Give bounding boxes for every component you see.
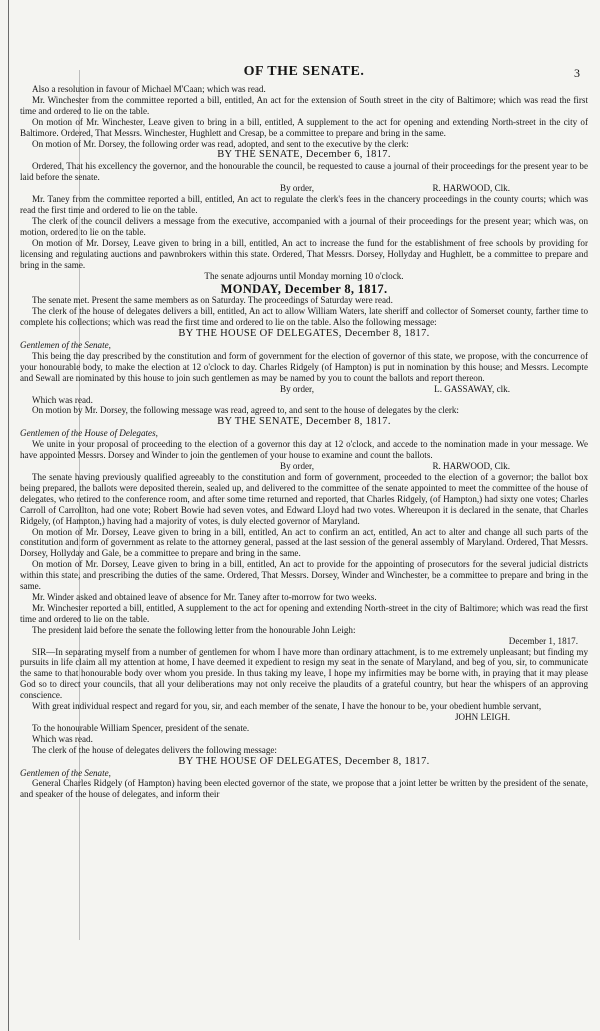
paragraph: On motion of Mr. Dorsey, Leave given to bring in a bill, entitled, An act to confirm an act, entitled, An act to alter and change all such parts of the constitution and form of government as relate to the attorney general, passed at the last session of the general assembly of Maryland. Ordered, That Messrs. Dorsey, Hollyday and Gale, be a committee to prepare and bring in the same. bbox=[20, 526, 588, 559]
signature-name: R. HARWOOD, Clk. bbox=[432, 183, 510, 194]
letter-date: December 1, 1817. bbox=[508, 635, 578, 646]
paragraph: Which was read. bbox=[32, 733, 93, 744]
paragraph: On motion of Mr. Winchester, Leave given to bring in a bill, entitled, A supplement to the act for opening and extending North-street in the city of Baltimore. Ordered, That Messrs. Winchester, Hughlett and Cresap, be a committee to prepare and bring in the same. bbox=[20, 116, 588, 138]
signature-name: R. HARWOOD, Clk. bbox=[432, 461, 510, 471]
salutation: Gentlemen of the House of Delegates, bbox=[20, 428, 158, 439]
journal-body bbox=[20, 84, 588, 1019]
paragraph: Mr. Winchester from the committee reported a bill, entitled, An act for the extension of South street in the city of Baltimore; which was read the first time and ordered to lie on the table. bbox=[20, 94, 588, 116]
paragraph: This being the day prescribed by the constitution and form of government for the election of governor of this state, we propose, with the concurrence of your honourable body, to make the election at 12 o'clock to day. Charles Ridgely (of Hampton) is put in nomination by this house; and Messrs. Lecompte and Sewall are nominated by this house to join such gentlemen as may be named by you to count the ballots and report thereon. bbox=[20, 350, 588, 383]
signature-by-order: By order, bbox=[280, 183, 314, 194]
section-heading: BY THE HOUSE OF DELEGATES, December 8, 1817. bbox=[178, 328, 430, 340]
page-header bbox=[20, 64, 588, 84]
paragraph: Mr. Taney from the committee reported a bill, entitled, An act to regulate the clerk's fees in the chancery proceedings in the county courts; which was read the first time and ordered to lie on the table. bbox=[20, 194, 588, 216]
section-heading: BY THE HOUSE OF DELEGATES, December 8, 1817. bbox=[178, 755, 430, 767]
paragraph: The senate met. Present the same members as on Saturday. The proceedings of Saturday were read. bbox=[32, 295, 393, 306]
page-content bbox=[20, 64, 588, 1024]
paragraph: On motion of Mr. Dorsey, Leave given to bring in a bill, entitled, An act to increase the fund for the establishment of free schools by providing for licensing and regulating auctions and pawnbrokers within this state. Ordered, That Messrs. Dorsey, Hollyday and Hughlett, be a committee to prepare and bring in the same. bbox=[20, 237, 588, 270]
salutation: Gentlemen of the Senate, bbox=[20, 339, 111, 350]
paragraph: The senate having previously qualified agreeably to the constitution and form of government, proceeded to the election of a governor; the ballot box being prepared, the ballots were deposited therein, sealed up, and delivered to the committee of the senate appointed to meet the committee of the house of delegates, who retired to the conference room, and after some time returned and reported, that Charles Ridgely, (of Hampton,) had sixty one votes; Charles Carroll of Carrollton, had one vote; Robert Bowie had seven votes, and Edward Lloyd had two votes. Whereupon it is declared in the senate, that Charles Ridgely, (of Hampton,) having had a majority of votes, is duly elected governor of Maryland. bbox=[20, 472, 588, 526]
day-heading: MONDAY, December 8, 1817. bbox=[220, 282, 388, 297]
section-heading: BY THE SENATE, December 8, 1817. bbox=[217, 416, 391, 428]
signature-by-order: By order, bbox=[280, 383, 314, 394]
paragraph: The clerk of the council delivers a message from the executive, accompanied with a journal of their proceedings for the present year; which was, on motion, ordered to lie on the table. bbox=[20, 215, 588, 237]
adjournment-line: The senate adjourns until Monday morning 10 o'clock. bbox=[204, 270, 404, 281]
paragraph: Ordered, That his excellency the governor, and the honourable the council, be requested to cause a journal of their proceedings for the present year to be laid before the senate. bbox=[20, 161, 588, 183]
paragraph: On motion by Mr. Dorsey, the following message was read, agreed to, and sent to the house of delegates by the clerk: bbox=[32, 405, 459, 416]
signature-line bbox=[20, 461, 588, 472]
paragraph: We unite in your proposal of proceeding to the election of a governor this day at 12 o'clock, and accede to the nomination made in your message. We have appointed Messrs. Dorsey and Winder to join the gentlemen of your house to examine and count the ballots. bbox=[20, 439, 588, 461]
paragraph: The clerk of the house of delegates delivers a bill, entitled, An act to allow William Waters, late sheriff and collector of Somerset county, farther time to complete his collections; which was read the first time and ordered to lie on the table. Also the following message: bbox=[20, 306, 588, 328]
signature-name: L. GASSAWAY, clk. bbox=[434, 383, 510, 394]
paragraph: To the honourable William Spencer, president of the senate. bbox=[32, 722, 250, 733]
running-head: OF THE SENATE. bbox=[243, 64, 365, 79]
signature-by-order: By order, bbox=[280, 461, 314, 471]
salutation: Gentlemen of the Senate, bbox=[20, 767, 111, 778]
paragraph: Mr. Winchester reported a bill, entitled, A supplement to the act for opening and extending North-street in the city of Baltimore; which was read the first time and ordered to lie on the table. bbox=[20, 602, 588, 624]
page-number: 3 bbox=[574, 66, 580, 80]
paragraph: Also a resolution in favour of Michael M'Caan; which was read. bbox=[32, 84, 266, 94]
paragraph: General Charles Ridgely (of Hampton) having been elected governor of the state, we propose that a joint letter be written by the president of the senate, and speaker of the house of delegates, and inform their bbox=[20, 778, 588, 800]
signature-name: JOHN LEIGH. bbox=[454, 711, 510, 722]
paragraph: Mr. Winder asked and obtained leave of absence for Mr. Taney after to-morrow for two weeks. bbox=[32, 591, 377, 602]
signature-line bbox=[20, 384, 588, 395]
paragraph: On motion of Mr. Dorsey, Leave given to bring in a bill, entitled, An act to provide for the appointing of prosecutors for the several judicial districts within this state, and prescribing the duties of the same. Ordered, That Messrs. Dorsey, Winder and Winchester, be a committee to prepare and bring in the same. bbox=[20, 559, 588, 592]
paragraph: On motion of Mr. Dorsey, the following order was read, adopted, and sent to the executive by the clerk: bbox=[32, 138, 409, 149]
signature-line bbox=[20, 712, 588, 723]
paragraph: SIR—In separating myself from a number of gentlemen for whom I have more than ordinary attachment, is to me extremely unpleasant; but finding my pursuits in life claim all my attention at home, I have deemed it expedient to resign my seat in the senate of Maryland, and beg of you, sir, to communicate the same to that honourable body over whom you preside. In thus taking my leave, I hope my infirmities may be borne with, in praying that it may please God so to direct your councils, that all your deliberations may not only receive the plaudits of a grateful country, but hear the whispers of an approving conscience. bbox=[20, 646, 588, 701]
paragraph: The president laid before the senate the following letter from the honourable John Leigh: bbox=[32, 624, 356, 635]
paragraph: The clerk of the house of delegates delivers the following message: bbox=[32, 744, 277, 755]
signature-line bbox=[20, 183, 588, 194]
paragraph: Which was read. bbox=[32, 394, 93, 405]
paragraph: With great individual respect and regard for you, sir, and each member of the senate, I have the honour to be, your obedient humble servant, bbox=[32, 701, 542, 712]
section-heading: BY THE SENATE, December 6, 1817. bbox=[217, 149, 391, 161]
binding-edge bbox=[8, 0, 9, 1031]
